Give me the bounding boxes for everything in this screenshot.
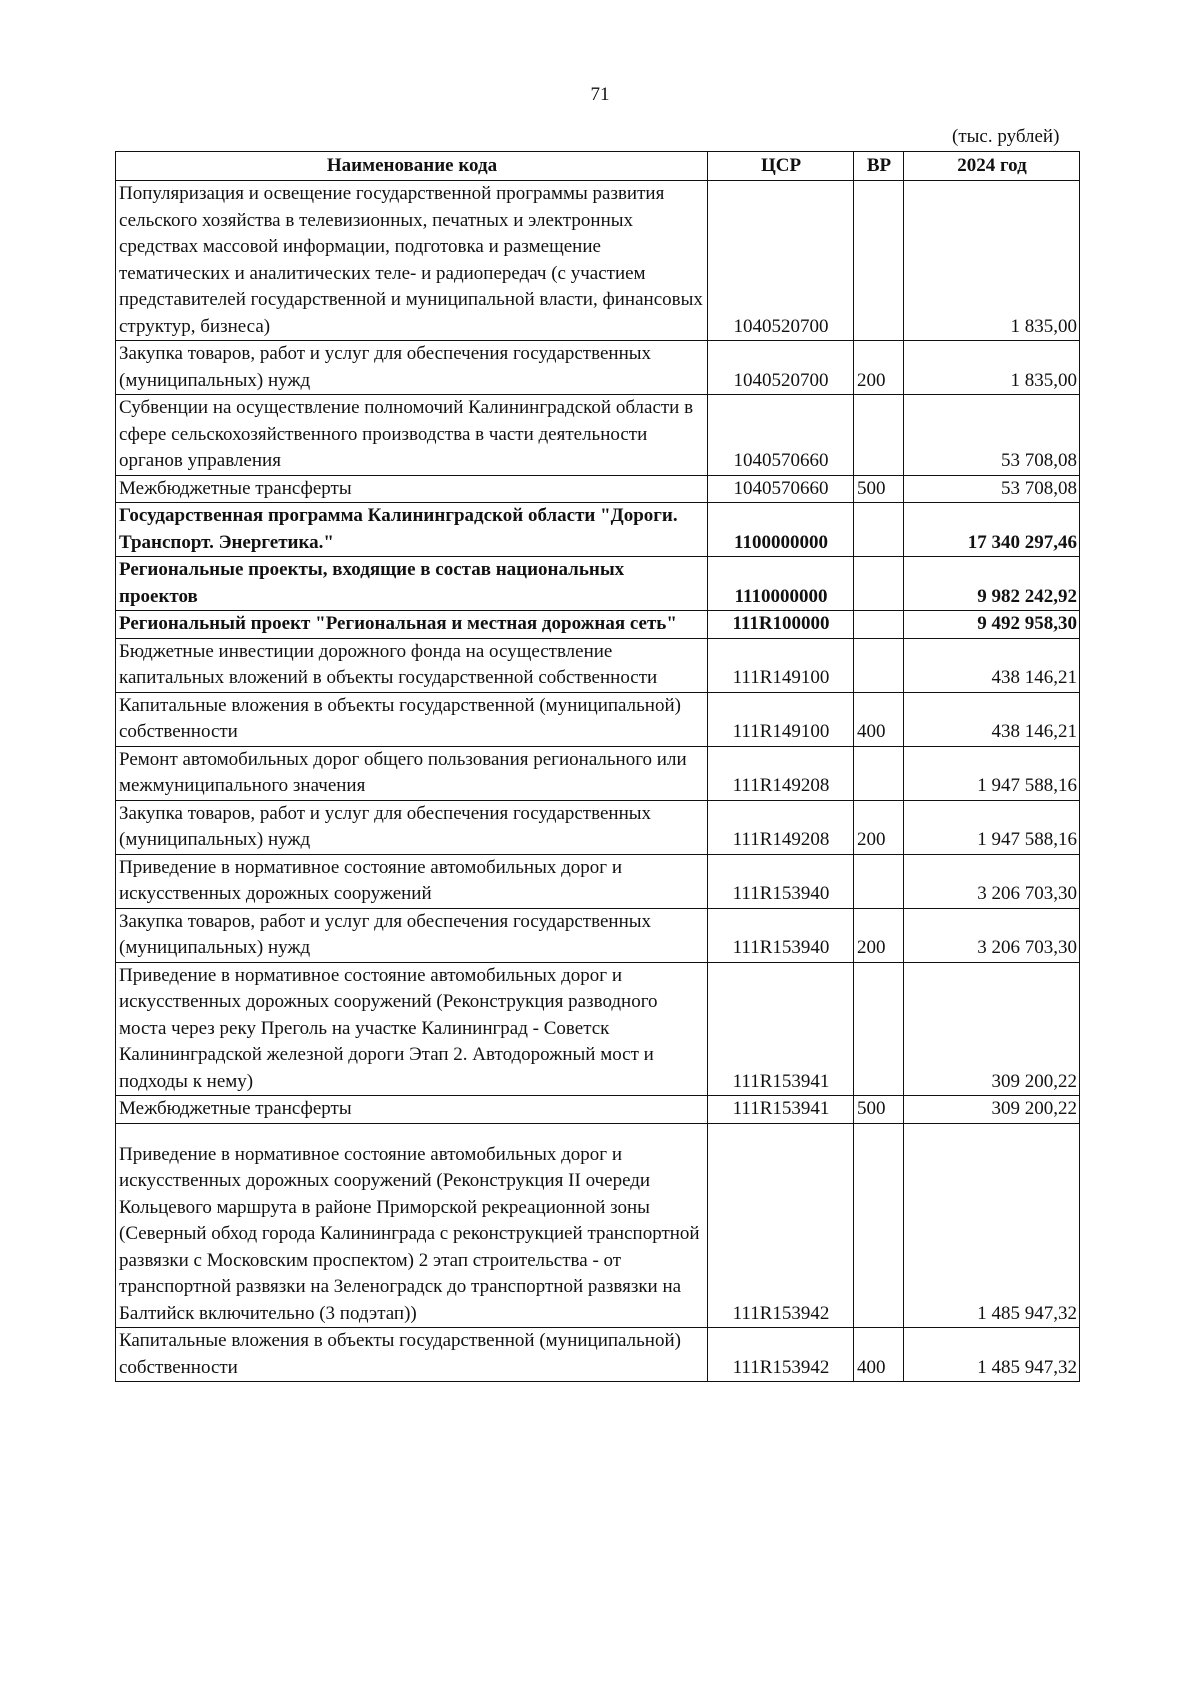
- row-vr: 400: [854, 692, 904, 746]
- row-name: Популяризация и освещение государственной программы развития сельского хозяйства в телевизионных, печатных и электронных средствах массовой информации, подготовка и размещение тематических и аналитических теле- и радиопередач (с участием представителей государственной и муниципальной власти, финансовых структур, бизнеса): [116, 181, 708, 341]
- table-row: [116, 1328, 1080, 1382]
- row-sum: 3 206 703,30: [904, 908, 1080, 962]
- row-name: Закупка товаров, работ и услуг для обеспечения государственных (муниципальных) нужд: [116, 341, 708, 395]
- row-sum: 1 835,00: [904, 181, 1080, 341]
- row-sum: 438 146,21: [904, 692, 1080, 746]
- row-csr: 1040570660: [708, 395, 854, 476]
- table-row: [116, 962, 1080, 1096]
- table-row: [116, 503, 1080, 557]
- row-sum: 17 340 297,46: [904, 503, 1080, 557]
- row-csr: 1100000000: [708, 503, 854, 557]
- row-vr: 400: [854, 1328, 904, 1382]
- table-row: [116, 1123, 1080, 1328]
- row-csr: 111R149100: [708, 692, 854, 746]
- budget-table: [115, 151, 1080, 1382]
- page-number: 71: [590, 84, 610, 105]
- table-row: [116, 908, 1080, 962]
- row-name: Субвенции на осуществление полномочий Калининградской области в сфере сельскохозяйственного производства в части деятельности органов управления: [116, 395, 708, 476]
- row-csr: 111R153940: [708, 854, 854, 908]
- row-csr: 111R100000: [708, 611, 854, 639]
- unit-note: (тыс. рублей): [952, 126, 1060, 147]
- row-vr: [854, 746, 904, 800]
- table-row: [116, 557, 1080, 611]
- header-name: Наименование кода: [116, 152, 708, 181]
- row-sum: 53 708,08: [904, 395, 1080, 476]
- row-name: Государственная программа Калининградской области "Дороги. Транспорт. Энергетика.": [116, 503, 708, 557]
- table-body: [116, 181, 1080, 1382]
- row-vr: 500: [854, 1096, 904, 1124]
- row-csr: 1040520700: [708, 181, 854, 341]
- row-csr: 111R153940: [708, 908, 854, 962]
- table-row: [116, 638, 1080, 692]
- row-name: Региональные проекты, входящие в состав национальных проектов: [116, 557, 708, 611]
- table-row: [116, 746, 1080, 800]
- row-name: Закупка товаров, работ и услуг для обеспечения государственных (муниципальных) нужд: [116, 908, 708, 962]
- row-vr: 200: [854, 800, 904, 854]
- row-vr: [854, 854, 904, 908]
- row-vr: 200: [854, 908, 904, 962]
- row-name: Ремонт автомобильных дорог общего пользования регионального или межмуниципального значения: [116, 746, 708, 800]
- row-vr: [854, 962, 904, 1096]
- table-row: [116, 692, 1080, 746]
- row-name: Закупка товаров, работ и услуг для обеспечения государственных (муниципальных) нужд: [116, 800, 708, 854]
- row-csr: 111R153942: [708, 1328, 854, 1382]
- table-row: [116, 800, 1080, 854]
- row-name: Межбюджетные трансферты: [116, 475, 708, 503]
- row-sum: 9 982 242,92: [904, 557, 1080, 611]
- row-sum: 9 492 958,30: [904, 611, 1080, 639]
- row-vr: [854, 181, 904, 341]
- row-vr: 200: [854, 341, 904, 395]
- row-sum: 1 485 947,32: [904, 1328, 1080, 1382]
- table-row: [116, 1096, 1080, 1124]
- row-sum: 1 485 947,32: [904, 1123, 1080, 1328]
- row-name: Приведение в нормативное состояние автомобильных дорог и искусственных дорожных сооружений (Реконструкция II очереди Кольцевого маршрута в районе Приморской рекреационной зоны (Северный обход города Калининграда с реконструкцией транспортной развязки с Московским проспектом) 2 этап строительства - от транспортной развязки на Зеленоградск до транспортной развязки на Балтийск включительно (3 подэтап)): [116, 1123, 708, 1328]
- table-header-row: [116, 152, 1080, 181]
- table-row: [116, 611, 1080, 639]
- row-sum: 309 200,22: [904, 962, 1080, 1096]
- table-row: [116, 181, 1080, 341]
- row-csr: 111R149208: [708, 800, 854, 854]
- row-vr: [854, 395, 904, 476]
- row-sum: 309 200,22: [904, 1096, 1080, 1124]
- row-csr: 1040570660: [708, 475, 854, 503]
- row-sum: 438 146,21: [904, 638, 1080, 692]
- row-name: Приведение в нормативное состояние автомобильных дорог и искусственных дорожных сооружений (Реконструкция разводного моста через реку Преголь на участке Калининград - Советск Калининградской железной дороги Этап 2. Автодорожный мост и подходы к нему): [116, 962, 708, 1096]
- row-csr: 111R153941: [708, 1096, 854, 1124]
- row-name: Региональный проект "Региональная и местная дорожная сеть": [116, 611, 708, 639]
- row-name: Капитальные вложения в объекты государственной (муниципальной) собственности: [116, 692, 708, 746]
- table-row: [116, 854, 1080, 908]
- row-name: Капитальные вложения в объекты государственной (муниципальной) собственности: [116, 1328, 708, 1382]
- header-vr: ВР: [854, 152, 904, 181]
- header-csr: ЦСР: [708, 152, 854, 181]
- row-csr: 111R153942: [708, 1123, 854, 1328]
- table-row: [116, 395, 1080, 476]
- row-vr: [854, 638, 904, 692]
- row-csr: 1110000000: [708, 557, 854, 611]
- row-sum: 3 206 703,30: [904, 854, 1080, 908]
- row-vr: 500: [854, 475, 904, 503]
- row-vr: [854, 503, 904, 557]
- row-vr: [854, 557, 904, 611]
- row-csr: 111R149208: [708, 746, 854, 800]
- row-sum: 1 835,00: [904, 341, 1080, 395]
- header-year: 2024 год: [904, 152, 1080, 181]
- table-row: [116, 341, 1080, 395]
- row-csr: 1040520700: [708, 341, 854, 395]
- row-name: Бюджетные инвестиции дорожного фонда на осуществление капитальных вложений в объекты государственной собственности: [116, 638, 708, 692]
- row-sum: 1 947 588,16: [904, 746, 1080, 800]
- row-sum: 1 947 588,16: [904, 800, 1080, 854]
- row-vr: [854, 611, 904, 639]
- row-vr: [854, 1123, 904, 1328]
- row-sum: 53 708,08: [904, 475, 1080, 503]
- table-row: [116, 475, 1080, 503]
- row-csr: 111R153941: [708, 962, 854, 1096]
- row-name: Межбюджетные трансферты: [116, 1096, 708, 1124]
- row-csr: 111R149100: [708, 638, 854, 692]
- row-name: Приведение в нормативное состояние автомобильных дорог и искусственных дорожных сооружений: [116, 854, 708, 908]
